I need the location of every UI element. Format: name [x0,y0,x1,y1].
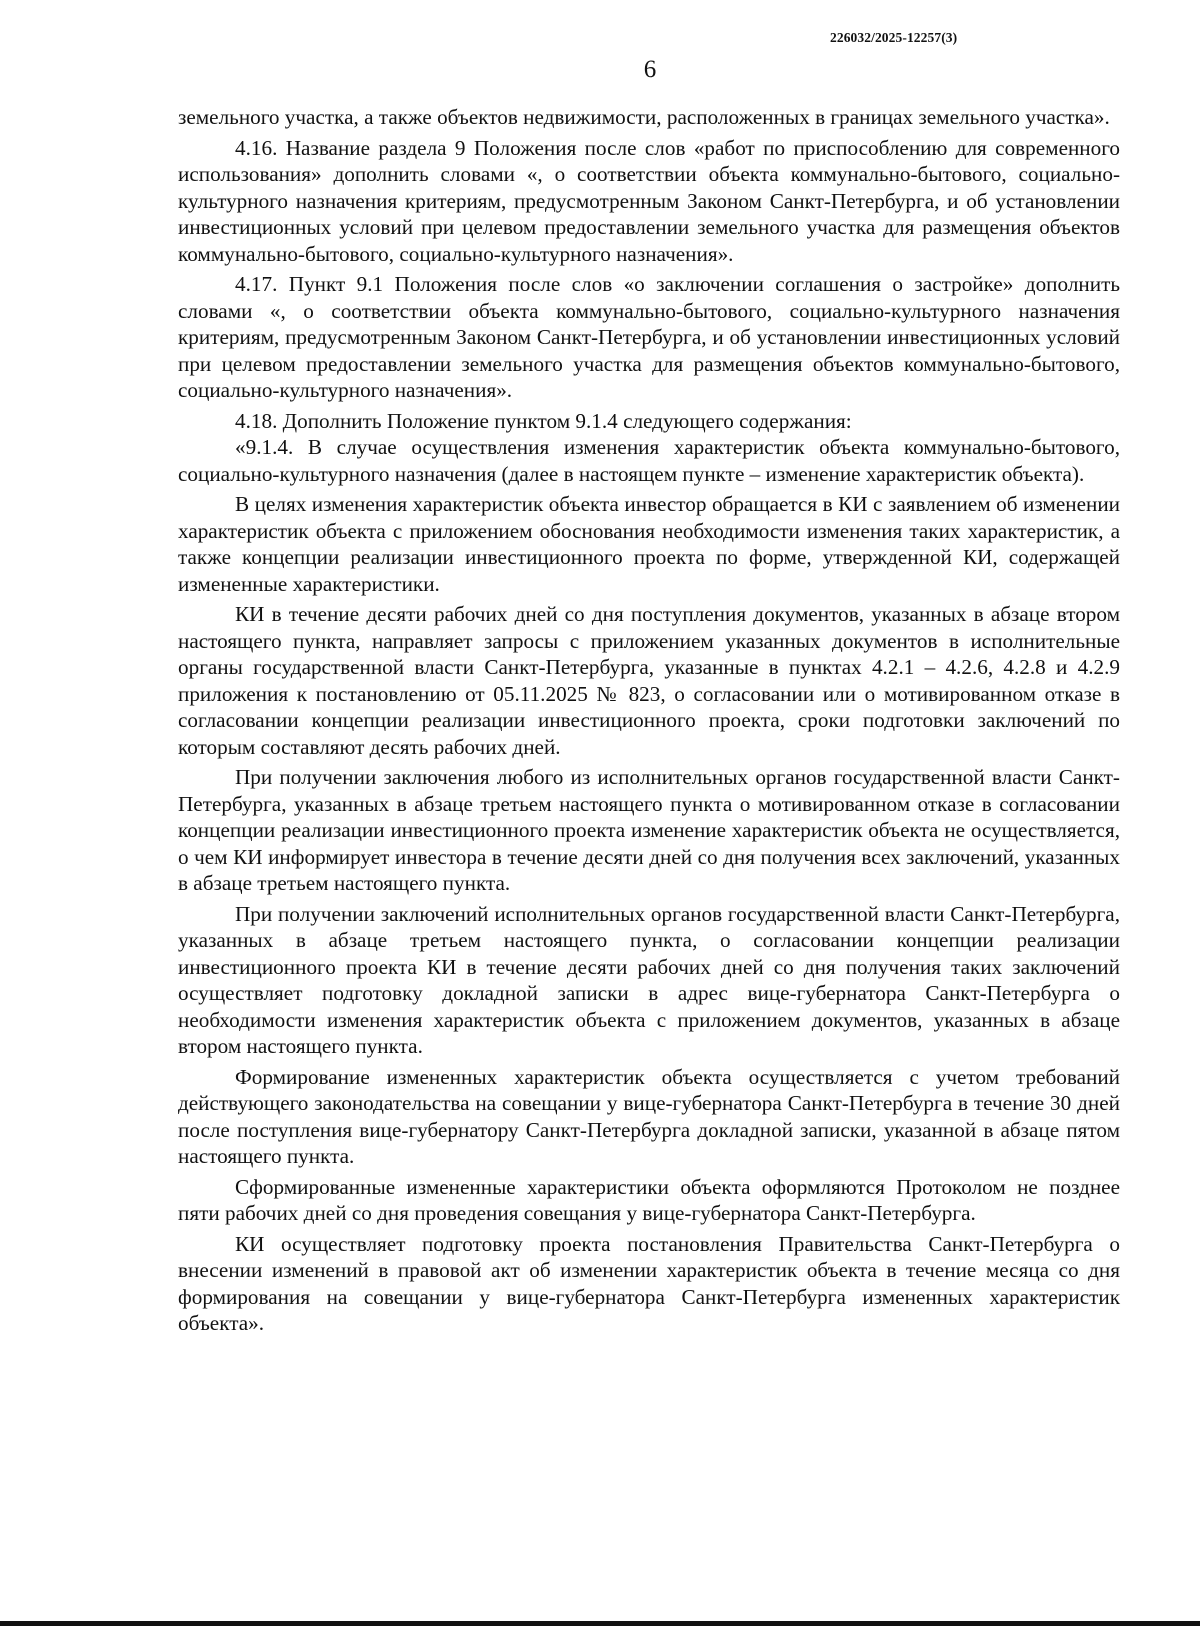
document-registration-number: 226032/2025-12257(3) [830,30,958,45]
paragraph-refusal: При получении заключения любого из исполнительных органов государственной власти Санкт-Петербурга, указанных в абзаце третьем настоящего пункта о мотивированном отказе в согласовании концепции реализации инвестиционного проекта изменение характеристик объекта не осуществляется, о чем КИ информирует инвестора в течение десяти дней со дня получения всех заключений, указанных в абзаце третьем настоящего пункта. [178,765,1120,895]
paragraph-9-1-4: «9.1.4. В случае осуществления изменения характеристик объекта коммунально-бытового, социально-культурного назначения (далее в настоящем пункте – изменение характеристик объекта). [178,435,1120,486]
paragraph-4-18: 4.18. Дополнить Положение пунктом 9.1.4 следующего содержания: [235,408,852,433]
paragraph-meeting: Формирование измененных характеристик объекта осуществляется с учетом требований действующего законодательства на совещании у вице-губернатора Санкт-Петербурга в течение 30 дней после поступления вице-губернатору Санкт-Петербурга докладной записки, указанной в абзаце пятом настоящего пункта. [178,1064,1120,1168]
paragraph-continuation: земельного участка, а также объектов недвижимости, расположенных в границах земельного участка». [178,105,1110,129]
paragraph-resolution-draft: КИ осуществляет подготовку проекта постановления Правительства Санкт-Петербурга о внесении изменений в правовой акт об изменении характеристик объекта в течение месяца со дня формирования на совещании у вице-губернатора Санкт-Петербурга измененных характеристик объекта». [178,1231,1120,1335]
scan-bottom-edge [0,1621,1200,1626]
page-number: 6 [643,56,657,83]
paragraph-4-17: 4.17. Пункт 9.1 Положения после слов «о заключении соглашения о застройке» дополнить словами «, о соответствии объекта коммунально-бытового, социально-культурного назначения критериям, предусмотренным Законом Санкт-Петербурга, и об установлении инвестиционных условий при целевом предоставлении земельного участка для размещения объектов коммунально-бытового, социально-культурного назначения». [178,272,1120,402]
paragraph-4-16: 4.16. Название раздела 9 Положения после слов «работ по приспособлению для современного использования» дополнить словами «, о соответствии объекта коммунально-бытового, социально-культурного назначения критериям, предусмотренным Законом Санкт-Петербурга, и об установлении инвестиционных условий при целевом предоставлении земельного участка для размещения объектов коммунально-бытового, социально-культурного назначения». [178,135,1120,266]
paragraph-protocol: Сформированные измененные характеристики объекта оформляются Протоколом не позднее пяти рабочих дней со дня проведения совещания у вице-губернатора Санкт-Петербурга. [178,1174,1120,1225]
paragraph-approval: При получении заключений исполнительных органов государственной власти Санкт-Петербурга, указанных в абзаце третьем настоящего пункта, о согласовании концепции реализации инвестиционного проекта КИ в течение десяти рабочих дней со дня получения таких заключений осуществляет подготовку докладной записки в адрес вице-губернатора Санкт-Петербурга о необходимости изменения характеристик объекта с приложением документов, указанных в абзаце втором настоящего пункта. [178,901,1120,1058]
paragraph-ki-requests: КИ в течение десяти рабочих дней со дня поступления документов, указанных в абзаце втором настоящего пункта, направляет запросы с приложением указанных документов в исполнительные органы государственной власти Санкт-Петербурга, указанные в пунктах 4.2.1 – 4.2.6, 4.2.8 и 4.2.9 приложения к постановлению от 05.11.2025 № 823, о согласовании или о мотивированном отказе в согласовании концепции реализации инвестиционного проекта, сроки подготовки заключений по которым составляют десять рабочих дней. [178,602,1120,759]
paragraph-investor-application: В целях изменения характеристик объекта инвестор обращается в КИ с заявлением об изменении характеристик объекта с приложением обоснования необходимости изменения таких характеристик, а также концепции реализации инвестиционного проекта по форме, утвержденной КИ, содержащей измененные характеристики. [178,492,1120,596]
document-body [178,104,1120,1341]
